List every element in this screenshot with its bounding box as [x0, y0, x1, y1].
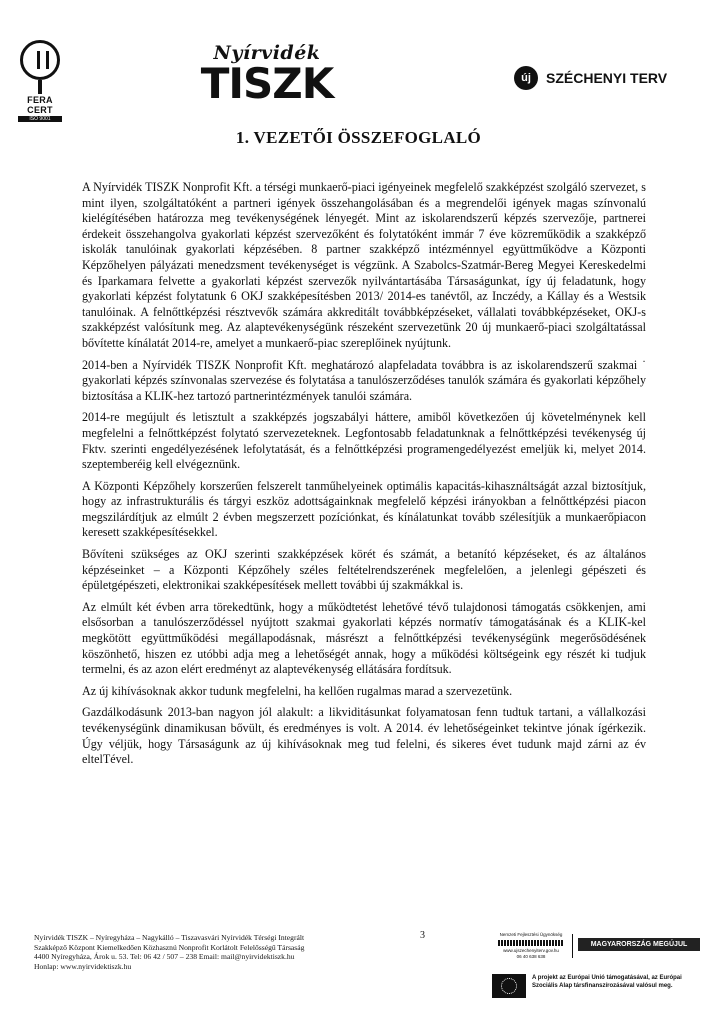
nfu-line: 06 40 638 638 — [516, 954, 546, 959]
tiszk-logo-top: Nyírvidék — [213, 42, 321, 64]
magyarorszag-megujul-logo: MAGYARORSZÁG MEGÚJUL — [578, 938, 700, 951]
szechenyi-badge-icon: új — [514, 66, 538, 90]
nfu-logo — [492, 932, 570, 960]
fera-cert-logo — [18, 40, 62, 122]
section-title: 1. VEZETŐI ÖSSZEFOGLALÓ — [235, 128, 482, 147]
footer-line: Szakképző Központ Kiemelkedően Közhasznú Nonprofit Korlátolt Felelősségű Társaság — [34, 942, 305, 952]
paragraph: Bővíteni szükséges az OKJ szerinti szakképzések körét és számát, a betanító képzéseket, és az általános képzéseinket – a Központi Képzőhely széles feltételrendszerének megfelelően, a jelenlegi gépészeti és épületgépészeti, elektronikai szakképesítések mellett további új szakmákkal is. — [82, 547, 646, 593]
fera-cert-stem — [38, 80, 42, 94]
paragraph: Az új kihívásoknak akkor tudunk megfelelni, ha kellően rugalmas marad a szervezetünk. — [82, 683, 513, 698]
body-text — [82, 180, 646, 774]
fera-cert-emblem-icon — [20, 40, 60, 80]
nfu-line: Nemzeti Fejlesztési Ügynökség — [499, 932, 563, 937]
footer-logos — [492, 932, 704, 1012]
nfu-barcode-icon — [498, 940, 564, 946]
paragraph: Az elmúlt két évben arra törekedtünk, hogy a működtetést lehetővé tévő tulajdonosi támogatás csökkenjen, ami elsősorban a tanulószerződéssel nyújtott szakmai gyakorlati képzés normatív támogatásának és a KLIK-kel megkötött együttműködési megállapodásnak, másrészt a felnőttképzési tevékenységünk megerősödésének köszönhető, hiszen ez utóbbi adja meg a lehetőségét annak, hogy a működési költségeink egy részét ki tudjuk termelni, és az azon elért eredményt az alaptevékenység ellátására fordítsuk. — [82, 599, 646, 677]
szechenyi-text: SZÉCHENYI TERV — [546, 70, 668, 86]
footer-separator — [572, 934, 573, 958]
footer-address — [34, 933, 414, 971]
nfu-line: www.ujszechenyiterv.gov.hu — [503, 948, 559, 953]
fera-cert-name: FERA CERT — [27, 95, 53, 115]
paragraph: A Nyírvidék TISZK Nonprofit Kft. a térségi munkaerő-piaci igényeinek megfelelő szakképzést szolgáló szervezet, s mint ilyen, szolgáltatóként a partneri igények összehangolásában és a megrendelői igények magas színvonalú kielégítésében határozza meg tevékenységének lényegét. Mint az iskolarendszerű képzés szervezője, partnerei érdekeit összehangolva gyakorlati képzést szervezőként és folytatóként immár 7 éve közreműködik a szakképző iskolák tanulóinak gyakorlati képzésében. 8 partner szakképző intézménnyel együttműködve a Központi Képzőhelyen pályázati menedzsment tevékenységet is végzünk. A Szabolcs-Szatmár-Bereg Megyei Kereskedelmi és Iparkamara felvette a gyakorlati képzést szervezők nyilvántartásába Társaságunkat, így új feladatunk, hogy gyakorlati képzést folytatunk 6 OKJ szakképesítésben 2013/ 2014-es tanévtől, az Inczédy, a Kállay és a Westsik tanulóinak. A felnőttképzési résztvevők számára akkreditált továbbképzéseket, vállalati továbbképzéseket, OKJ-s szakképzést valósítunk meg. Az alaptevékenységünk részeként szervezetünk 20 új munkaerő-piaci szolgáltatással bővítette kínálatát 2014-re, amelyet a munkaerő-piac szereplőinek nyújtunk. — [82, 180, 646, 350]
footer-line: 4400 Nyíregyháza, Árok u. 53. Tel: 06 42 / 507 – 238 Email: mail@nyirvidektiszk.hu — [34, 952, 295, 962]
footer-line: Honlap: www.nyirvidektiszk.hu — [34, 961, 132, 971]
paragraph: 2014-re megújult és letisztult a szakképzés jogszabályi háttere, amiből következően új követelménynek kell megfelelni a felnőttképzést folytató szervezeteknek. Legfontosabb feladatunknak a felnőttképzési tevékenység új Fktv. szerinti engedélyezésének lefolytatását, és a felnőttképzési programengedélyezést emeljük ki, melyet 2014. szeptemberéig kell elvégeznünk. — [82, 410, 646, 472]
paragraph: A Központi Képzőhely korszerűen felszerelt tanműhelyeinek optimális kapacitás-kihasználtságát azzal biztosítjuk, hogy az infrastrukturális és tárgyi eszköz adottságainknak megfelelő képzési irányokban a felnőttképzési piacon megszilárdítjuk az elmúlt 2 évben megszerzett pozíciónkat, és kínálatunkat tovább szélesítjük a munkaerőpiacon keresett szakképesítésekkel. — [82, 478, 646, 540]
tiszk-logo — [182, 42, 352, 108]
footer-line: Nyírvidék TISZK – Nyíregyháza – Nagykálló – Tiszavasvári Nyírvidék Térségi Integrált — [34, 933, 305, 942]
eu-flag-icon — [492, 974, 526, 998]
eu-support-text: A projekt az Európai Unió támogatásával, az Európai Szociális Alap társfinanszírozásával valósul meg. — [532, 975, 682, 989]
paragraph: 2014-ben a Nyírvidék TISZK Nonprofit Kft. meghatározó alapfeladata továbbra is az iskolarendszerű szakmai ˙ gyakorlati képzés színvonalas szervezése és folytatása a tanulószerződéses tanulók számára és gyakorlati képzőhely biztosítása a KLIK-hez tartozó partnerintézmények tanulói számára. — [82, 357, 646, 403]
tiszk-logo-main: TISZK — [200, 59, 334, 108]
page-number: 3 — [420, 930, 425, 941]
fera-cert-sub: ISO 9001 — [18, 116, 62, 122]
paragraph: Gazdálkodásunk 2013-ban nagyon jól alakult: a likviditásunkat folyamatosan fenn tudtuk tartani, a vállalkozási tevékenységünk dinamikusan bővült, és eredményes is volt. A 2014. év lehetőségeinket tekintve jónak ígérkezik. Úgy véljük, hogy Társaságunk az új kihívásoknak meg tud felelni, és sikeres évet tudunk majd zárni az év eltelTével. — [82, 705, 646, 767]
szechenyi-terv-logo — [514, 64, 704, 92]
